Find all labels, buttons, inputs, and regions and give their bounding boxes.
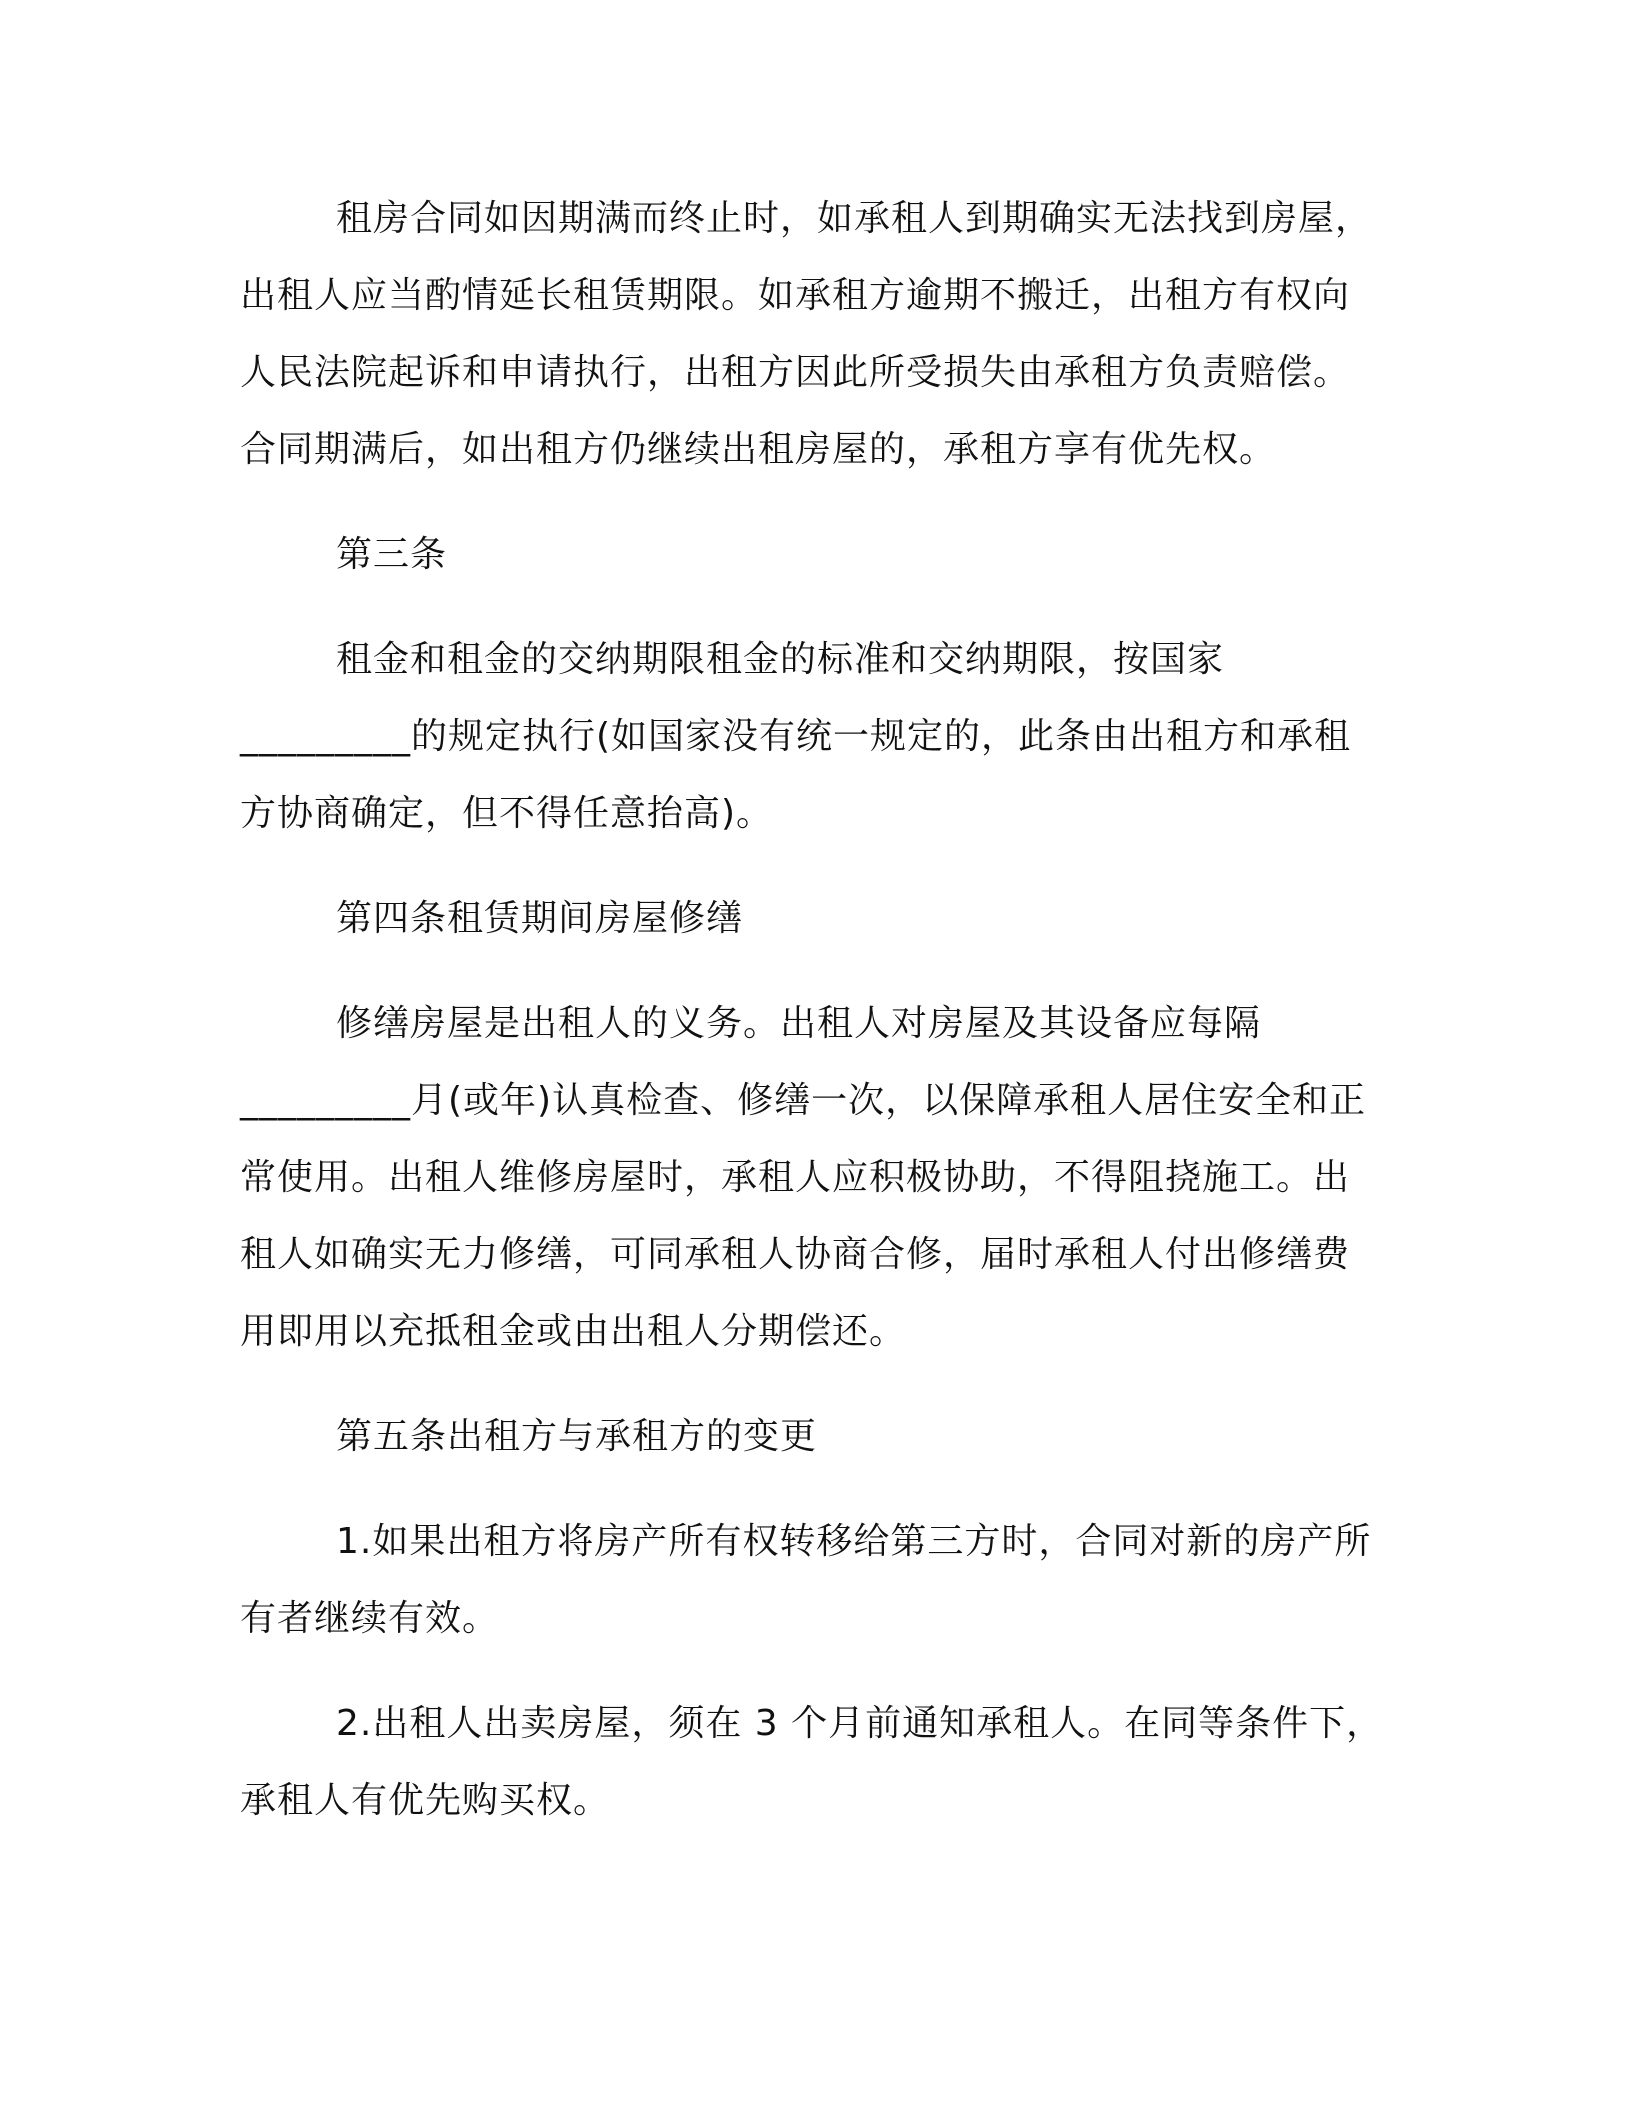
heading-text: 第四条租赁期间房屋修缮 bbox=[336, 898, 744, 939]
text-line: 有者继续有效。 bbox=[240, 1598, 500, 1639]
text-line: 人民法院起诉和申请执行，出租方因此所受损失由承租方负责赔偿。 bbox=[240, 352, 1351, 393]
text-line: _________的规定执行(如国家没有统一规定的，此条由出租方和承租 bbox=[240, 716, 1352, 757]
text-line: 出租人应当酌情延长租赁期限。如承租方逾期不搬迁，出租方有权向 bbox=[240, 275, 1351, 316]
text-line: 1.如果出租方将房产所有权转移给第三方时，合同对新的房产所 bbox=[336, 1521, 1372, 1562]
paragraph-repairs bbox=[240, 985, 1390, 1370]
article-3-heading bbox=[240, 516, 1390, 593]
paragraph-sale-notice bbox=[240, 1685, 1390, 1839]
text-line: 方协商确定，但不得任意抬高)。 bbox=[240, 793, 774, 834]
paragraph-lease-termination bbox=[240, 180, 1390, 488]
text-line: 租人如确实无力修缮，可同承租人协商合修，届时承租人付出修缮费 bbox=[240, 1234, 1351, 1275]
text-line: 修缮房屋是出租人的义务。出租人对房屋及其设备应每隔 bbox=[336, 1003, 1262, 1044]
heading-text: 第五条出租方与承租方的变更 bbox=[336, 1416, 818, 1457]
article-5-heading bbox=[240, 1398, 1390, 1475]
text-line: 租金和租金的交纳期限租金的标准和交纳期限，按国家 bbox=[336, 639, 1225, 680]
heading-text: 第三条 bbox=[336, 534, 448, 575]
paragraph-ownership-transfer bbox=[240, 1503, 1390, 1657]
text-line: 用即用以充抵租金或由出租人分期偿还。 bbox=[240, 1311, 907, 1352]
text-line: 合同期满后，如出租方仍继续出租房屋的，承租方享有优先权。 bbox=[240, 429, 1277, 470]
text-line: 承租人有优先购买权。 bbox=[240, 1780, 611, 1821]
article-4-heading bbox=[240, 880, 1390, 957]
text-line: _________月(或年)认真检查、修缮一次，以保障承租人居住安全和正 bbox=[240, 1080, 1367, 1121]
text-line: 租房合同如因期满而终止时，如承租人到期确实无法找到房屋， bbox=[336, 198, 1373, 239]
paragraph-rent-terms bbox=[240, 621, 1390, 852]
document-body bbox=[240, 180, 1390, 1867]
text-line: 常使用。出租人维修房屋时，承租人应积极协助，不得阻挠施工。出 bbox=[240, 1157, 1351, 1198]
text-line: 2.出租人出卖房屋，须在 3 个月前通知承租人。在同等条件下， bbox=[336, 1703, 1384, 1744]
